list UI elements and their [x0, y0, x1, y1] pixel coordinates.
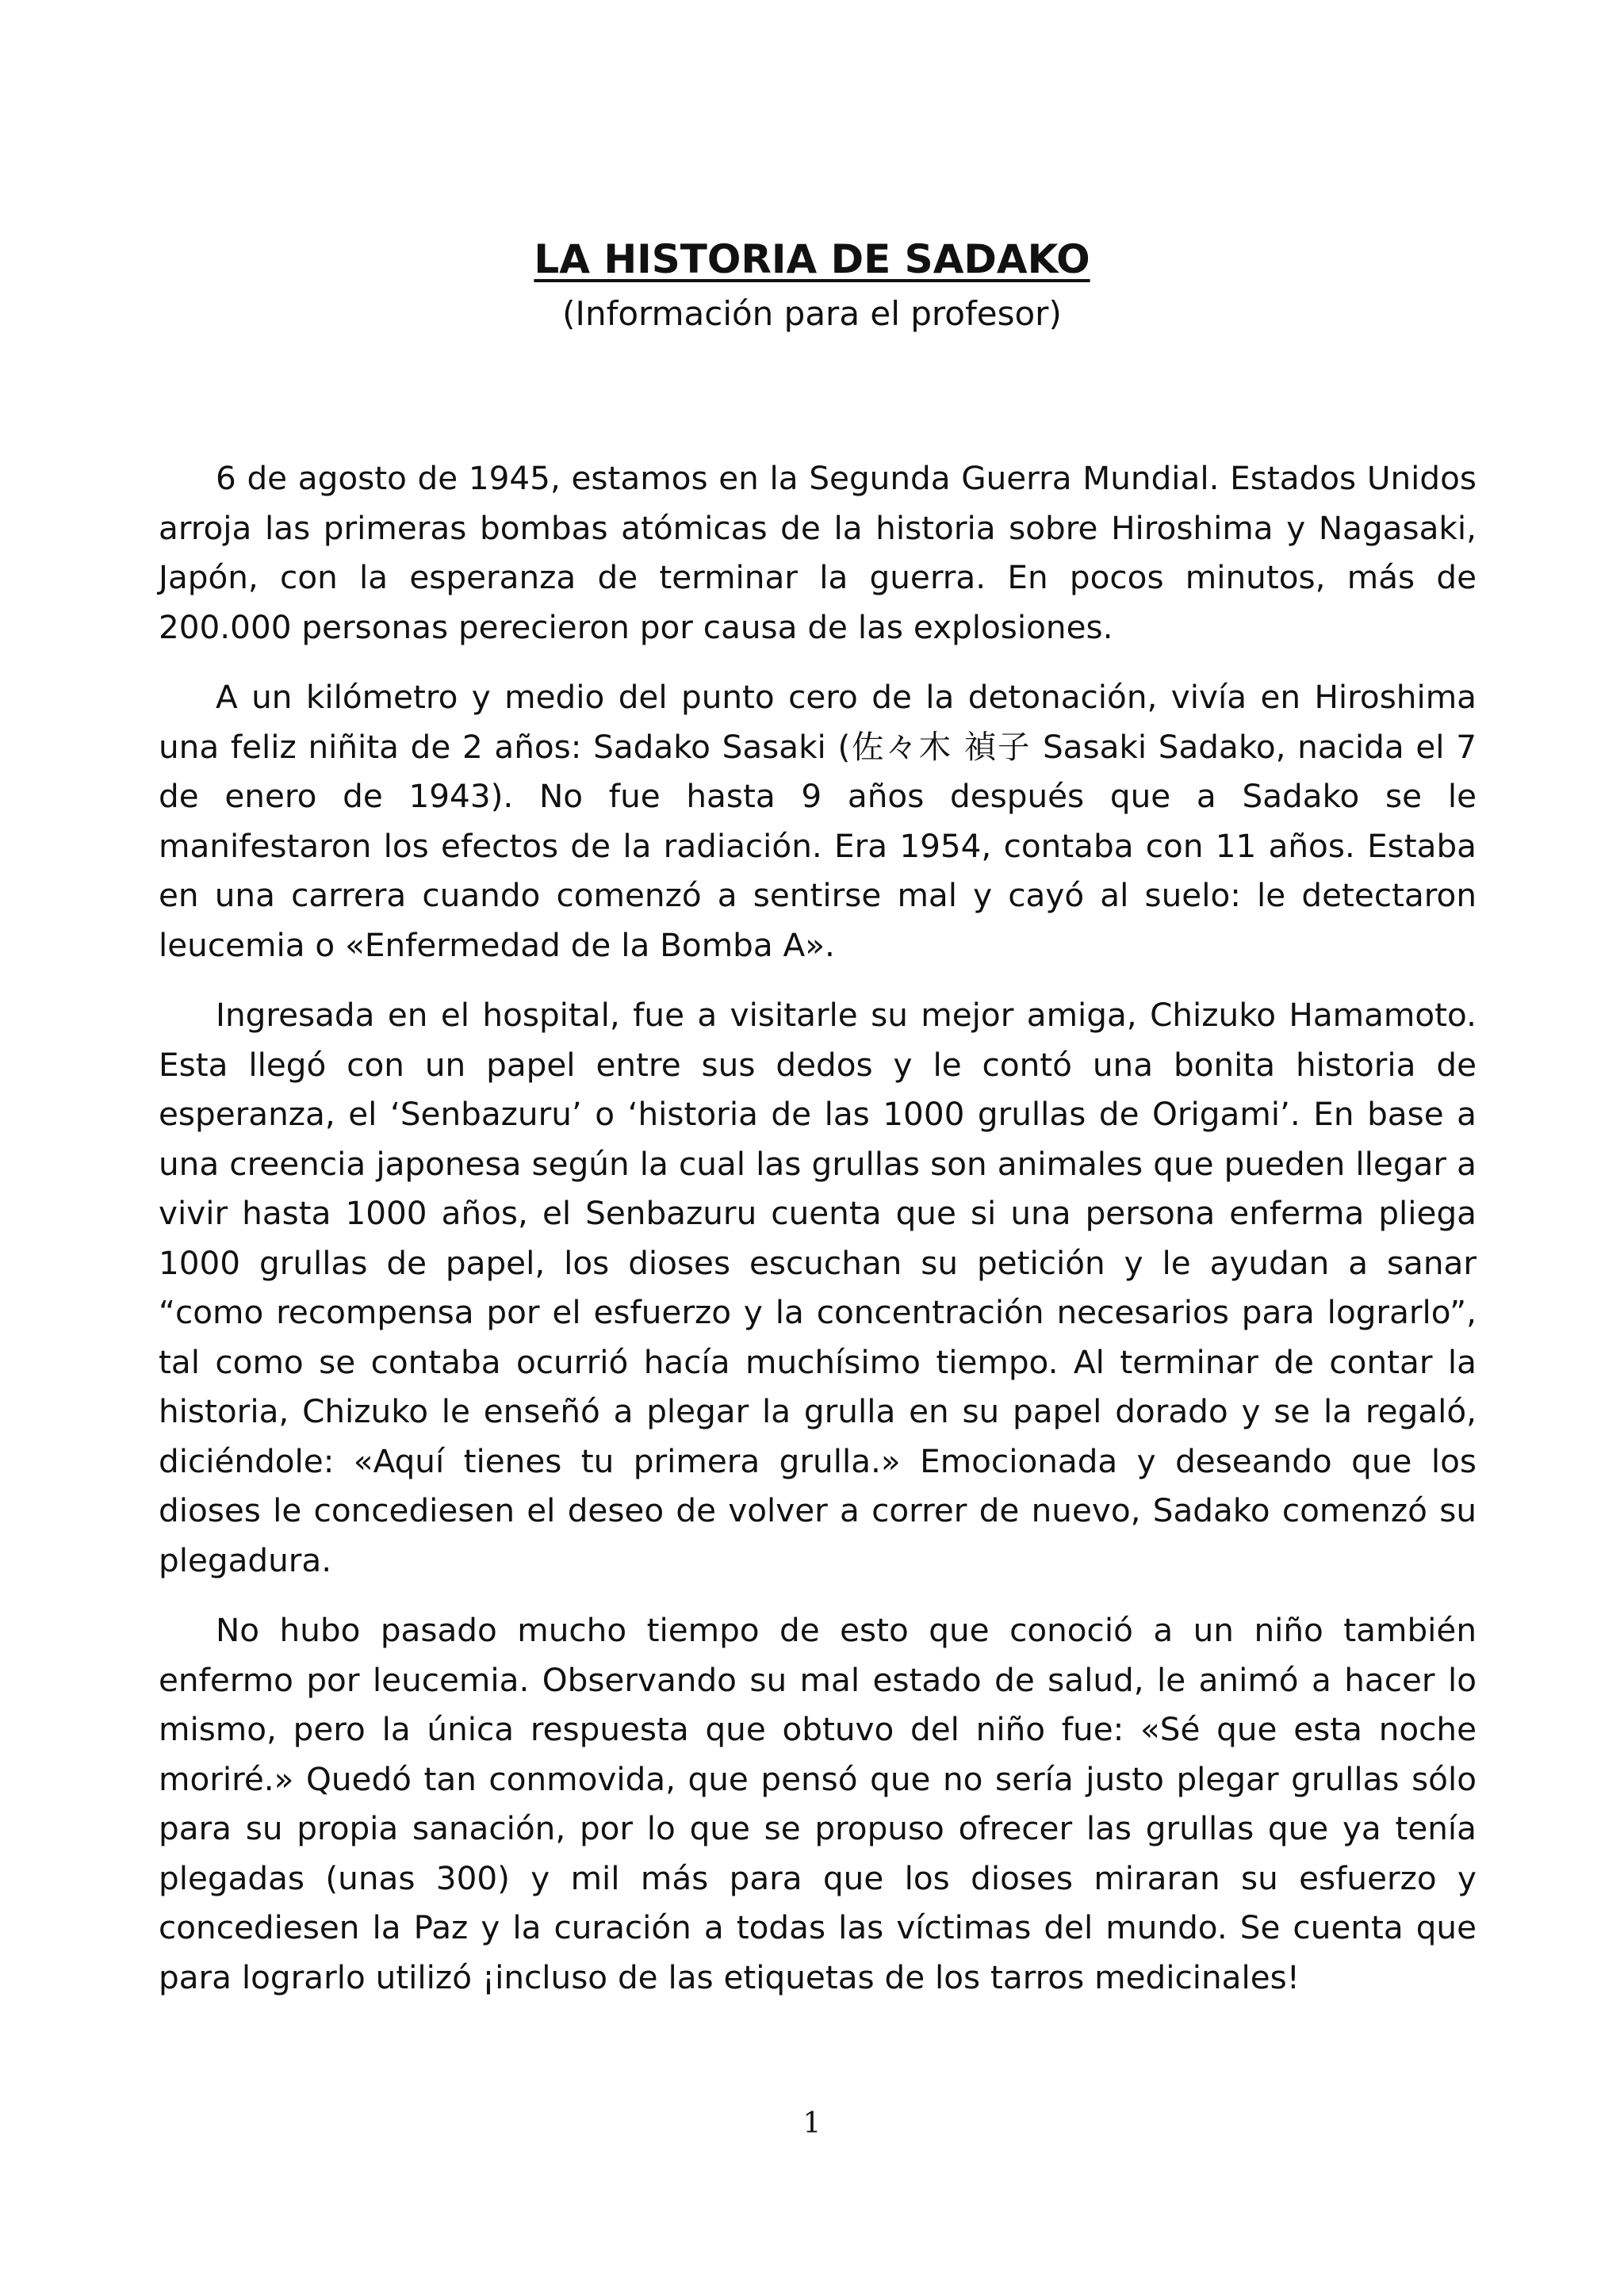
document-body — [159, 453, 1477, 2022]
paragraph: 6 de agosto de 1945, estamos en la Segunda Guerra Mundial. Estados Unidos arroja las primeras bombas atómicas de la historia sobre Hiroshima y Nagasaki, Japón, con la esperanza de terminar la guerra. En pocos minutos, más de 200.000 personas perecieron por causa de las explosiones. — [159, 459, 1477, 646]
page-title: LA HISTORIA DE SADAKO — [534, 236, 1090, 282]
paragraph: A un kilómetro y medio del punto cero de la detonación, vivía en Hiroshima una feliz niñita de 2 años: Sadako Sasaki (佐々木 禎子 Sasaki Sadako, nacida el 7 de enero de 1943). No fue hasta 9 años después que a Sadako se le manifestaron los efectos de la radiación. Era 1954, contaba con 11 años. Estaba en una carrera cuando comenzó a sentirse mal y cayó al suelo: le detectaron leucemia o «Enfermedad de la Bomba A». — [159, 678, 1477, 964]
page-number: 1 — [802, 2107, 822, 2140]
paragraph: Ingresada en el hospital, fue a visitarle su mejor amiga, Chizuko Hamamoto. Esta llegó con un papel entre sus dedos y le contó una bonita historia de esperanza, el ‘Senbazuru’ o ‘historia de las 1000 grullas de Origami’. En base a una creencia japonesa según la cual las grullas son animales que pueden llegar a vivir hasta 1000 años, el Senbazuru cuenta que si una persona enferma pliega 1000 grullas de papel, los dioses escuchan su petición y le ayudan a sanar “como recompensa por el esfuerzo y la concentración necesarios para lograrlo”, tal como se contaba ocurrió hacía muchísimo tiempo. Al terminar de contar la historia, Chizuko le enseñó a plegar la grulla en su papel dorado y se la regaló, diciéndole: «Aquí tienes tu primera grulla.» Emocionada y deseando que los dioses le concediesen el deseo de volver a correr de nuevo, Sadako comenzó su plegadura. — [159, 996, 1477, 1579]
page-subtitle: (Información para el profesor) — [562, 294, 1062, 333]
paragraph: No hubo pasado mucho tiempo de esto que conoció a un niño también enfermo por leucemia. Observando su mal estado de salud, le animó a hacer lo mismo, pero la única respuesta que obtuvo del niño fue: «Sé que esta noche moriré.» Quedó tan conmovida, que pensó que no sería justo plegar grullas sólo para su propia sanación, por lo que se propuso ofrecer las grullas que ya tenía plegadas (unas 300) y mil más para que los dioses miraran su esfuerzo y concediesen la Paz y la curación a todas las víctimas del mundo. Se cuenta que para lograrlo utilizó ¡incluso de las etiquetas de los tarros medicinales! — [159, 1611, 1477, 1996]
